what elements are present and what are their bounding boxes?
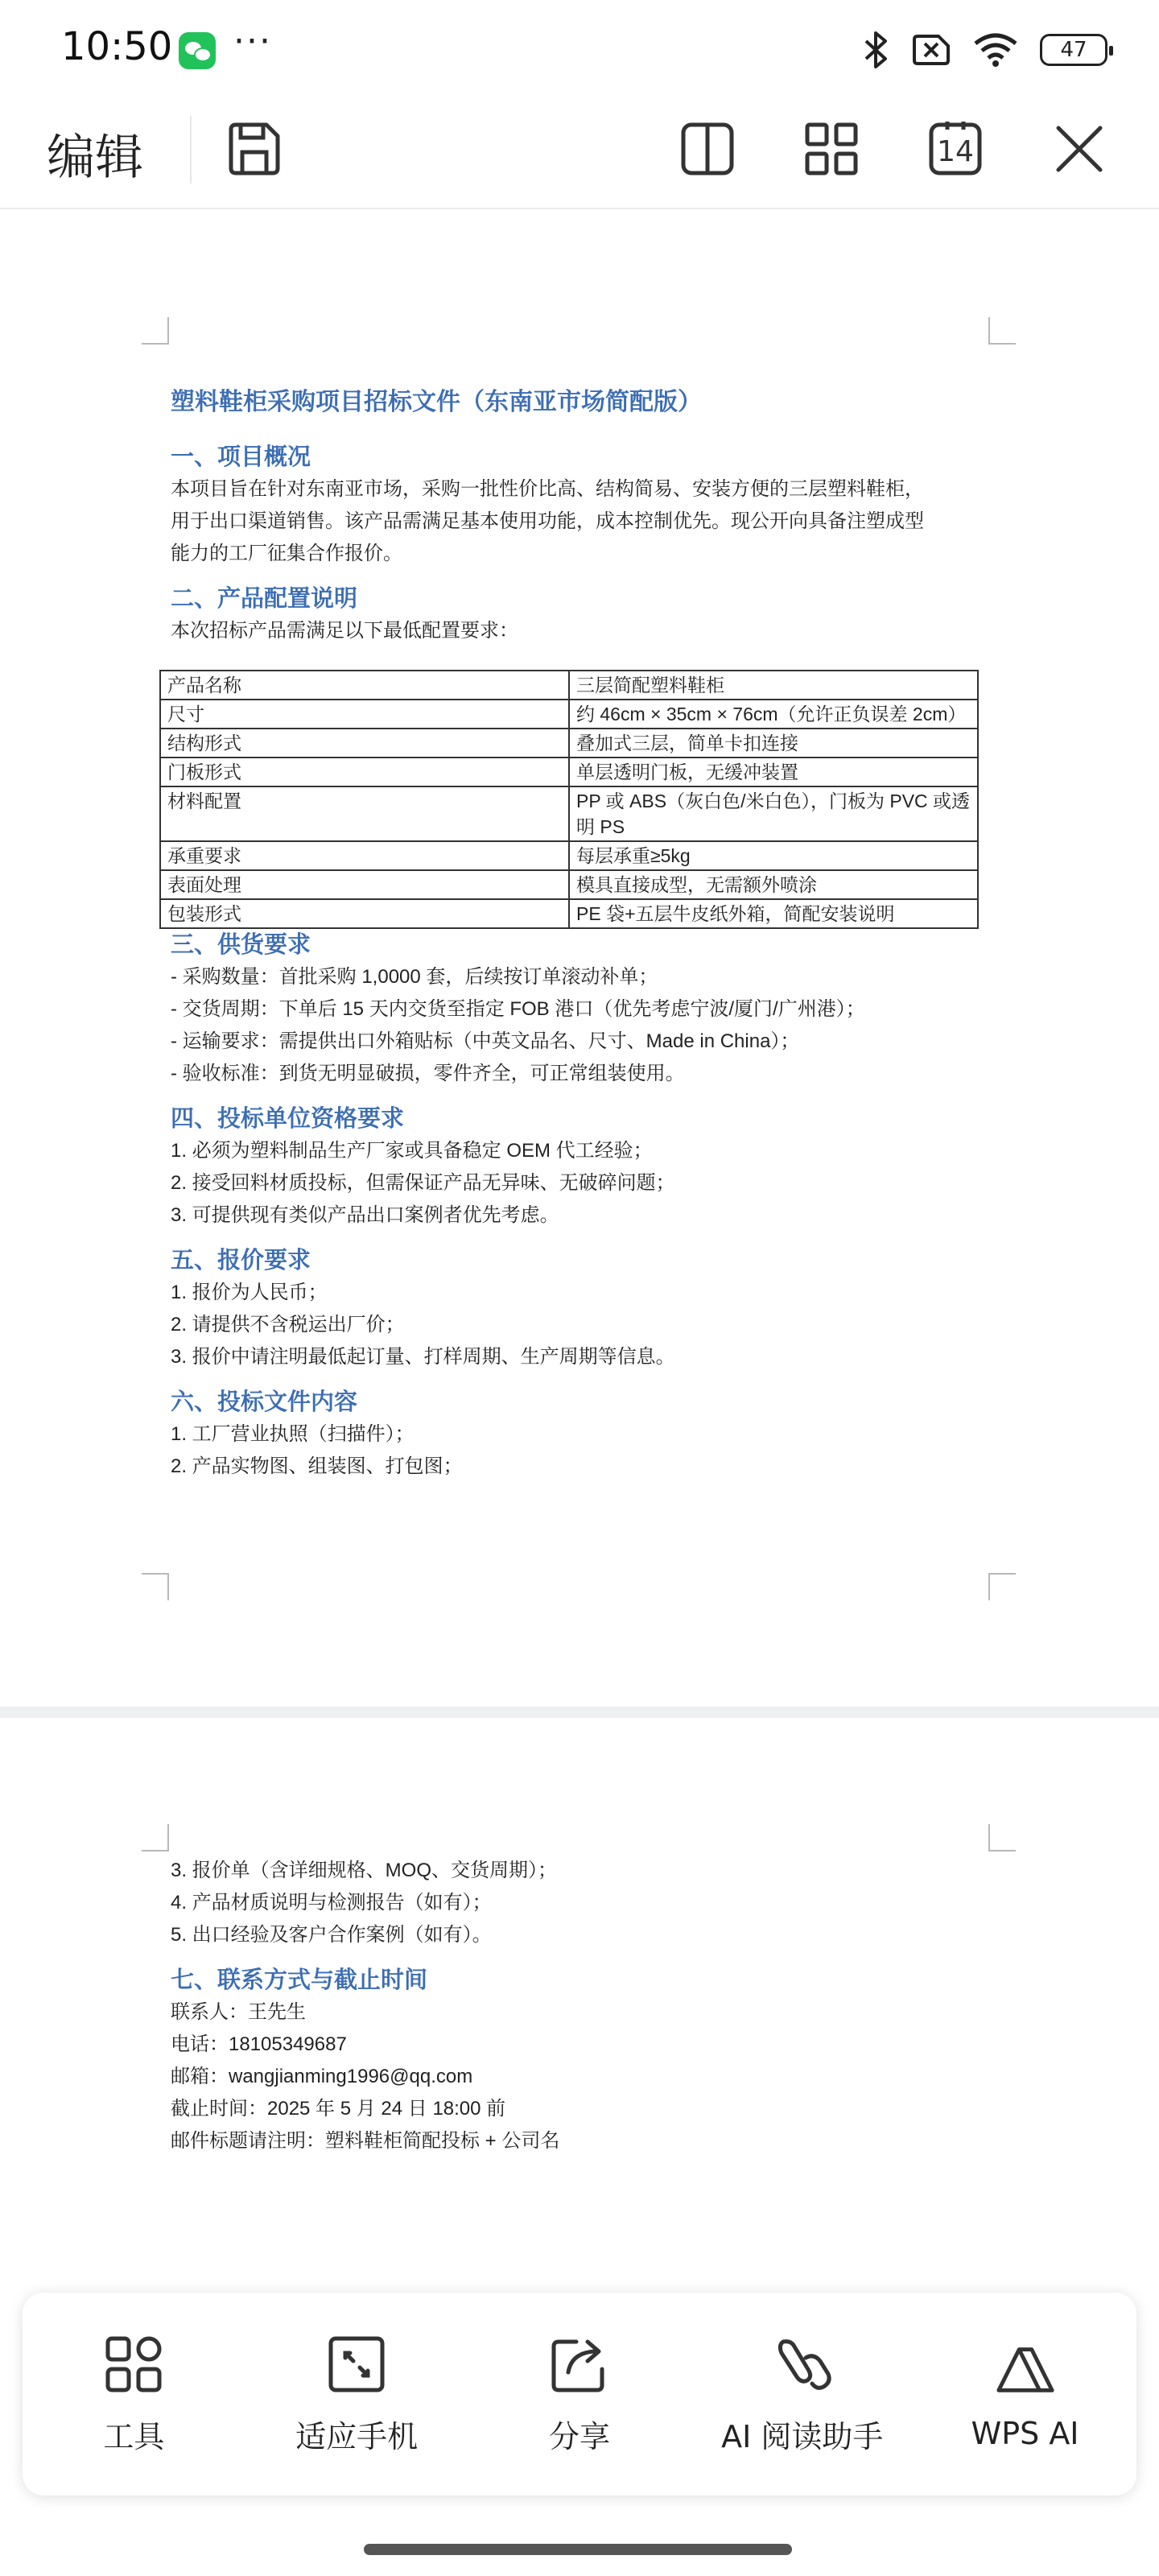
contact-phone: 电话：18105349687 xyxy=(171,2033,347,2055)
close-button[interactable] xyxy=(1043,113,1116,185)
section-heading: 六、投标文件内容 xyxy=(171,1389,358,1415)
paragraph-line: 3. 可提供现有类似产品出口案例者优先考虑。 xyxy=(171,1204,559,1226)
font-size-value: 14 xyxy=(937,135,974,168)
table-row xyxy=(160,758,978,786)
paragraph-line: - 运输要求：需提供出口外箱贴标（中英文品名、尺寸、Made in China）； xyxy=(171,1030,800,1052)
ai-reading-label: AI 阅读助手 xyxy=(721,2418,884,2454)
table-cell-value: 约 46cm × 35cm × 76cm（允许正负误差 2cm） xyxy=(569,700,978,729)
section-heading: 一、项目概况 xyxy=(171,444,311,470)
paragraph-line: - 验收标准：到货无明显破损，零件齐全，可正常组装使用。 xyxy=(171,1063,685,1084)
grid-view-icon xyxy=(802,120,860,178)
fit-phone-label: 适应手机 xyxy=(295,2418,419,2454)
table-cell-key: 包装形式 xyxy=(160,899,569,928)
paragraph-line: 1. 必须为塑料制品生产厂家或具备稳定 OEM 代工经验； xyxy=(171,1140,653,1162)
paragraph-line: 能力的工厂征集合作报价。 xyxy=(171,543,402,564)
table-cell-value: 叠加式三层，简单卡扣连接 xyxy=(569,729,978,758)
split-view-button[interactable] xyxy=(671,113,744,185)
no-sim-icon xyxy=(911,33,951,67)
ai-reading-icon xyxy=(772,2334,833,2395)
section-heading: 五、报价要求 xyxy=(171,1248,311,1274)
deadline: 截止时间：2025 年 5 月 24 日 18:00 前 xyxy=(171,2098,506,2120)
tools-grid-icon xyxy=(103,2334,164,2395)
page-corner-mark xyxy=(988,1824,1016,1852)
save-icon xyxy=(225,120,283,178)
wps-ai-label: WPS AI xyxy=(971,2416,1079,2451)
page-corner-mark xyxy=(988,1573,1016,1600)
tools-button[interactable] xyxy=(33,2333,234,2456)
page-corner-mark xyxy=(142,1573,169,1600)
paragraph-line: 1. 工厂营业执照（扫描件）； xyxy=(171,1423,415,1445)
page-corner-mark xyxy=(142,317,169,345)
edit-button[interactable]: 编辑 xyxy=(47,130,143,186)
paragraph-line: 1. 报价为人民币； xyxy=(171,1282,328,1303)
table-cell-value: PE 袋+五层牛皮纸外箱，简配安装说明 xyxy=(569,899,978,928)
home-indicator[interactable] xyxy=(364,2544,792,2555)
paragraph-line: 4. 产品材质说明与检测报告（如有）； xyxy=(171,1892,492,1913)
table-cell-key: 结构形式 xyxy=(160,729,569,758)
top-toolbar xyxy=(0,97,1159,209)
battery-icon: 47 xyxy=(1040,34,1107,66)
fit-screen-icon xyxy=(326,2334,387,2395)
table-row xyxy=(160,700,978,729)
bottom-action-bar xyxy=(23,2293,1136,2496)
table-cell-key: 产品名称 xyxy=(160,671,569,700)
table-row xyxy=(160,671,978,700)
wechat-notification-icon xyxy=(179,32,216,69)
table-row xyxy=(160,841,978,870)
tools-label: 工具 xyxy=(103,2418,165,2454)
share-label: 分享 xyxy=(548,2418,610,2454)
table-cell-key: 表面处理 xyxy=(160,870,569,899)
paragraph-line: - 采购数量：首批采购 1,0000 套，后续按订单滚动补单； xyxy=(171,966,658,988)
section-heading: 四、投标单位资格要求 xyxy=(171,1106,405,1132)
ai-reading-assistant-button[interactable] xyxy=(702,2333,903,2456)
table-cell-value: PP 或 ABS（灰白色/米白色），门板为 PVC 或透明 PS xyxy=(569,786,978,841)
section-heading: 二、产品配置说明 xyxy=(171,586,358,612)
table-cell-value: 每层承重≥5kg xyxy=(569,841,978,870)
contact-name: 联系人：王先生 xyxy=(171,2001,306,2023)
table-cell-value: 三层简配塑料鞋柜 xyxy=(569,671,978,700)
document-page-1[interactable] xyxy=(0,209,1159,1707)
section-heading: 七、联系方式与截止时间 xyxy=(171,1967,428,1993)
paragraph-line: 用于出口渠道销售。该产品需满足基本使用功能，成本控制优先。现公开向具备注塑成型 xyxy=(171,510,924,532)
table-row xyxy=(160,729,978,758)
table-row xyxy=(160,870,978,899)
paragraph-line: 本项目旨在针对东南亚市场，采购一批性价比高、结构简易、安装方便的三层塑料鞋柜， xyxy=(171,478,924,500)
contact-email: 邮箱：wangjianming1996@qq.com xyxy=(171,2066,473,2087)
status-bar xyxy=(0,0,1159,97)
paragraph-line: - 交货周期：下单后 15 天内交货至指定 FOB 港口（优先考虑宁波/厦门/广州港）； xyxy=(171,998,865,1020)
section-heading: 三、供货要求 xyxy=(171,932,311,958)
paragraph-line: 3. 报价单（含详细规格、MOQ、交货周期）； xyxy=(171,1860,558,1881)
wps-ai-button[interactable] xyxy=(925,2337,1126,2451)
document-body-continued xyxy=(171,1855,992,2157)
table-cell-key: 承重要求 xyxy=(160,841,569,870)
table-cell-key: 材料配置 xyxy=(160,786,569,841)
wifi-icon xyxy=(972,32,1019,68)
wps-ai-icon xyxy=(994,2338,1057,2399)
document-body xyxy=(167,386,992,1483)
paragraph-line: 3. 报价中请注明最低起订量、打样周期、生产周期等信息。 xyxy=(171,1346,675,1368)
table-row xyxy=(160,899,978,928)
font-size-button[interactable] xyxy=(919,113,992,185)
fit-phone-button[interactable] xyxy=(256,2333,457,2456)
table-row xyxy=(160,786,978,841)
page-divider xyxy=(0,1707,1159,1718)
paragraph-line: 2. 产品实物图、组装图、打包图； xyxy=(171,1455,463,1477)
close-icon xyxy=(1050,120,1108,178)
table-cell-key: 尺寸 xyxy=(160,700,569,729)
document-title: 塑料鞋柜采购项目招标文件（东南亚市场简配版） xyxy=(171,389,702,415)
toolbar-divider xyxy=(190,116,192,184)
paragraph-line: 5. 出口经验及客户合作案例（如有）。 xyxy=(171,1924,492,1946)
thumbnails-button[interactable] xyxy=(795,113,868,185)
save-button[interactable] xyxy=(217,113,290,185)
document-page-2[interactable] xyxy=(0,1718,1159,2281)
spec-table xyxy=(159,670,979,929)
paragraph-line: 2. 请提供不含税运出厂价； xyxy=(171,1314,405,1335)
status-time: 10:50 xyxy=(61,24,173,69)
table-cell-value: 模具直接成型，无需额外喷涂 xyxy=(569,870,978,899)
more-notifications-icon: ··· xyxy=(233,21,272,62)
table-cell-key: 门板形式 xyxy=(160,758,569,786)
share-button[interactable] xyxy=(479,2333,680,2456)
bluetooth-icon xyxy=(861,30,890,70)
paragraph-line: 2. 接受回料材质投标，但需保证产品无异味、无破碎问题； xyxy=(171,1172,675,1194)
table-cell-value: 单层透明门板，无缓冲装置 xyxy=(569,758,978,786)
email-subject-note: 邮件标题请注明：塑料鞋柜简配投标 + 公司名 xyxy=(171,2130,560,2152)
share-icon xyxy=(549,2334,610,2395)
page-corner-mark xyxy=(988,317,1016,345)
paragraph-line: 本次招标产品需满足以下最低配置要求： xyxy=(171,620,518,642)
split-view-icon xyxy=(678,120,736,178)
page-corner-mark xyxy=(142,1824,169,1852)
